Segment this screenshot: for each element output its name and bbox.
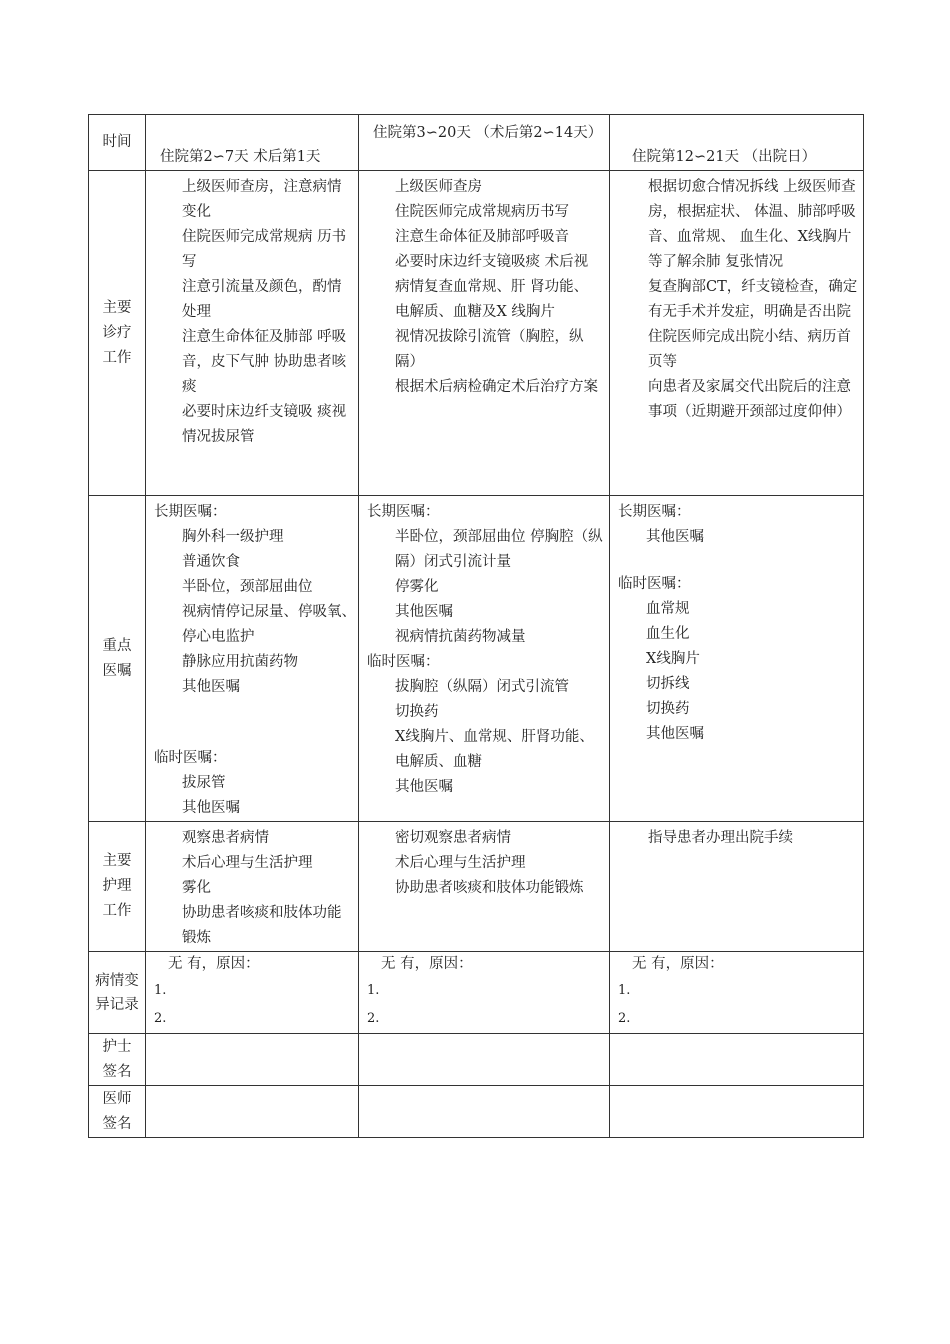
list-item: 观察患者病情	[182, 830, 269, 846]
main-work-col3	[610, 171, 864, 496]
nursing-label: 主要护理工作	[89, 822, 146, 952]
nursing-col3	[610, 822, 864, 952]
list-item: 其他医嘱	[646, 529, 704, 545]
list-item: 血生化	[646, 626, 690, 642]
list-item: 上级医师查房，注意病情变化	[182, 179, 342, 220]
list-item: 视病情抗菌药物减量	[395, 629, 526, 645]
long-term-orders-col2	[367, 525, 609, 650]
list-item: 拔尿管	[182, 775, 226, 791]
variation-status: 无 有，原因：	[632, 956, 724, 972]
long-term-orders-heading: 长期医嘱：	[618, 504, 691, 520]
orders-col3	[610, 496, 864, 822]
variation-status: 无 有，原因：	[168, 956, 260, 972]
header-row	[89, 115, 864, 171]
long-term-orders-col1	[154, 525, 358, 700]
main-work-list-col3	[648, 175, 863, 425]
list-item: 必要时床边纤支镜吸 痰视情况拔尿管	[182, 404, 347, 445]
doctor-sign-row	[89, 1086, 864, 1138]
list-item: 其他医嘱	[182, 679, 240, 695]
long-term-orders-heading: 长期医嘱：	[154, 504, 227, 520]
orders-col2	[359, 496, 610, 822]
variation-label: 病情变异记录	[89, 952, 146, 1034]
list-item: 根据切愈合情况拆线 上级医师查房，根据症状、 体温、肺部呼吸音、血常规、 血生化、X线胸片等了解余肺 复张情况	[648, 179, 856, 270]
main-work-col2	[359, 171, 610, 496]
list-item: 视病情停记尿量、停吸氧、停心电监护	[182, 604, 356, 645]
list-item: 其他医嘱	[182, 800, 240, 816]
temporary-orders-heading: 临时医嘱：	[367, 654, 440, 670]
doctor-sign-col2[interactable]	[359, 1086, 610, 1138]
clinical-pathway-table	[88, 114, 864, 1138]
temporary-orders-col2	[367, 675, 609, 800]
nursing-list-col1	[182, 826, 352, 951]
variation-item-2: 2.	[154, 1011, 167, 1026]
list-item: 停雾化	[395, 579, 439, 595]
main-work-col1	[146, 171, 359, 496]
header-day-2-7: 住院第2∽7天 术后第1天	[146, 115, 359, 171]
variation-col2	[359, 952, 610, 1034]
list-item: 注意生命体征及肺部 呼吸音，皮下气肿 协助患者咳痰	[182, 329, 347, 395]
list-item: X线胸片、血常规、肝肾功能、 电解质、血糖	[395, 729, 594, 770]
variation-item-1: 1.	[618, 983, 631, 998]
main-work-list-col2	[395, 175, 601, 400]
list-item: 拔胸腔（纵隔）闭式引流管	[395, 679, 569, 695]
main-work-row	[89, 171, 864, 496]
list-item: 复查胸部CT，纤支镜检查，确定有无手术并发症，明确是否出院	[648, 279, 858, 320]
variation-col3	[610, 952, 864, 1034]
list-item: 密切观察患者病情	[395, 830, 511, 846]
temporary-orders-col1	[154, 771, 358, 821]
variation-item-2: 2.	[618, 1011, 631, 1026]
variation-item-1: 1.	[154, 983, 167, 998]
list-item: 术后心理与生活护理	[182, 855, 313, 871]
temporary-orders-heading: 临时医嘱：	[154, 750, 227, 766]
nurse-sign-col2[interactable]	[359, 1034, 610, 1086]
list-item: 向患者及家属交代出院后的注意事项（近期避开颈部过度仰伸）	[648, 379, 851, 420]
list-item: 住院医师完成常规病历书写	[395, 204, 569, 220]
main-work-list-col1	[182, 175, 352, 450]
list-item: 胸外科一级护理	[182, 529, 284, 545]
temporary-orders-col3	[618, 597, 863, 747]
header-day-12-21: 住院第12∽21天 （出院日）	[610, 115, 864, 171]
list-item: 雾化	[182, 880, 211, 896]
list-item: 必要时床边纤支镜吸痰 术后视病情复查血常规、肝 肾功能、电解质、血糖及X 线胸片	[395, 254, 589, 320]
list-item: 注意引流量及颜色，酌情处理	[182, 279, 342, 320]
doctor-sign-col3[interactable]	[610, 1086, 864, 1138]
list-item: 普通饮食	[182, 554, 240, 570]
orders-label: 重点医嘱	[89, 496, 146, 822]
list-item: 半卧位，颈部屈曲位	[182, 579, 313, 595]
nursing-col1	[146, 822, 359, 952]
nurse-sign-row	[89, 1034, 864, 1086]
list-item: X线胸片	[646, 651, 700, 667]
variation-item-1: 1.	[367, 983, 380, 998]
nurse-sign-col1[interactable]	[146, 1034, 359, 1086]
list-item: 静脉应用抗菌药物	[182, 654, 298, 670]
list-item: 切拆线	[646, 676, 690, 692]
main-work-label: 主要诊疗工作	[89, 171, 146, 496]
nursing-list-col2	[395, 826, 601, 901]
orders-row	[89, 496, 864, 822]
variation-status: 无 有，原因：	[381, 956, 473, 972]
list-item: 视情况拔除引流管（胸腔，纵隔）	[395, 329, 584, 370]
list-item: 指导患者办理出院手续	[648, 830, 793, 846]
list-item: 住院医师完成出院小结、病历首页等	[648, 329, 851, 370]
long-term-orders-heading: 长期医嘱：	[367, 504, 440, 520]
list-item: 其他医嘱	[646, 726, 704, 742]
variation-col1	[146, 952, 359, 1034]
orders-col1	[146, 496, 359, 822]
variation-row	[89, 952, 864, 1034]
list-item: 协助患者咳痰和肢体功能锻炼	[182, 905, 342, 946]
list-item: 切换药	[646, 701, 690, 717]
doctor-sign-col1[interactable]	[146, 1086, 359, 1138]
nursing-list-col3	[648, 826, 863, 851]
nursing-row	[89, 822, 864, 952]
list-item: 上级医师查房	[395, 179, 482, 195]
list-item: 注意生命体征及肺部呼吸音	[395, 229, 569, 245]
doctor-sign-label: 医师签名	[89, 1086, 146, 1138]
list-item: 其他医嘱	[395, 779, 453, 795]
nurse-sign-label: 护士签名	[89, 1034, 146, 1086]
list-item: 血常规	[646, 601, 690, 617]
temporary-orders-heading: 临时医嘱：	[618, 576, 691, 592]
long-term-orders-col3	[618, 525, 863, 550]
variation-item-2: 2.	[367, 1011, 380, 1026]
list-item: 切换药	[395, 704, 439, 720]
list-item: 住院医师完成常规病 历书写	[182, 229, 347, 270]
nursing-col2	[359, 822, 610, 952]
list-item: 其他医嘱	[395, 604, 453, 620]
list-item: 术后心理与生活护理	[395, 855, 526, 871]
list-item: 半卧位，颈部屈曲位 停胸腔（纵隔）闭式引流计量	[395, 529, 603, 570]
header-day-3-20: 住院第3∽20天 （术后第2∽14天）	[359, 115, 610, 171]
time-label: 时间	[89, 115, 146, 171]
nurse-sign-col3[interactable]	[610, 1034, 864, 1086]
list-item: 协助患者咳痰和肢体功能锻炼	[395, 880, 584, 896]
list-item: 根据术后病检确定术后治疗方案	[395, 379, 598, 395]
